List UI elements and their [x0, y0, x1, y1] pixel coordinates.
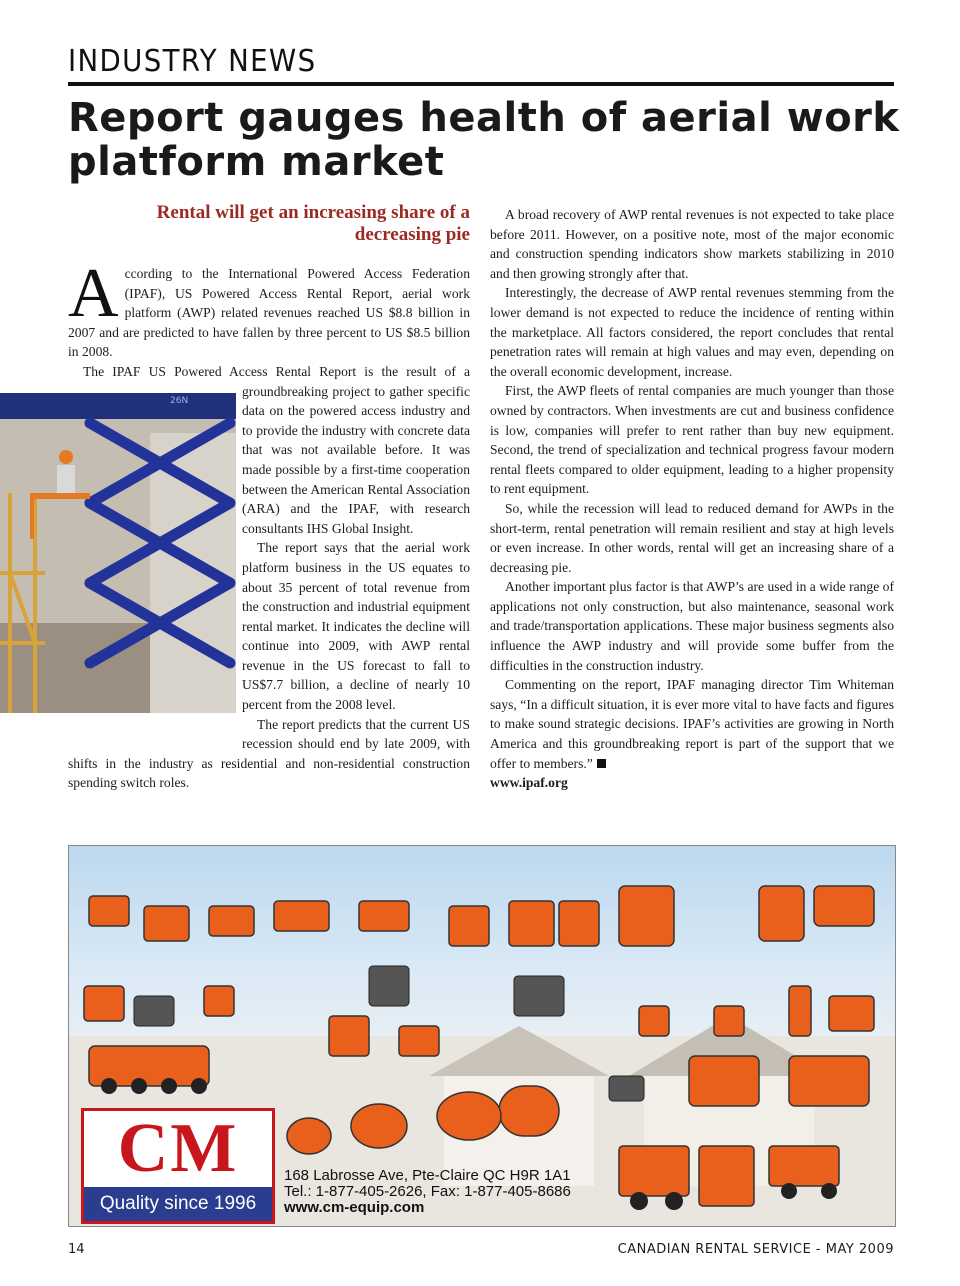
section-rule [68, 82, 894, 86]
cm-logo-text: CM [117, 1110, 239, 1187]
lift-label: 26N [170, 396, 189, 406]
drop-cap: A [68, 255, 119, 332]
publication-footer: CANADIAN RENTAL SERVICE - MAY 2009 [617, 1242, 894, 1257]
deck: Rental will get an increasing share of a decreasing pie [156, 202, 470, 245]
article-column-right [490, 205, 894, 793]
cm-tagline: Quality since 1996 [84, 1187, 272, 1221]
ad-website[interactable]: www.cm-equip.com [284, 1199, 425, 1216]
article-paragraph: Another important plus factor is that AWP’s are used in a wide range of applications not only construction, but also maintenance, seasonal work and trade/transportation applications. These major business segments also influence the AWP industry and will provide some buffer from the difficulties in the construction industry. [490, 579, 894, 673]
article-paragraph: The IPAF US Powered Access Rental Report is the result of a groundbreaking project to gather specific data on the powered access industry and to provide the industry with concrete data that was not available before. It was made possible by a first-time cooperation between the American Rental Association (ARA) and the IPAF, with research consultants IHS Global Insight. The report says that the aerial work platform business in the US equates to about 35 percent of total revenue from the construction and industrial equipment rental market. It indicates the decline will continue into 2009, with AWP rental revenue in the US forecast to fall to US$7.7 billion, a decline of nearly 10 percent from the 2008 level. [68, 362, 470, 715]
article-column-left [68, 255, 470, 834]
article-paragraph: Interestingly, the decrease of AWP rental revenues stemming from the lower demand is not expected to reduce the incidence of renting within the marketplace. All factors considered, the report concludes that rental penetration rates will remain at high values and may even, depending on the overall economic development, increase. [490, 285, 894, 379]
headline: Report gauges health of aerial work platform market [68, 95, 900, 185]
ad-address: 168 Labrosse Ave, Pte-Claire QC H9R 1A1 [284, 1167, 571, 1184]
ad-phone: Tel.: 1-877-405-2626, Fax: 1-877-405-8686 [284, 1183, 571, 1200]
photo-wrap-spacer [68, 413, 242, 743]
article-paragraph: The report predicts that the current US recession should end by late 2009, with shifts in the industry as residential and non-residential construction spending switch roles. [68, 716, 470, 791]
section-label: INDUSTRY NEWS [68, 44, 317, 79]
end-mark [597, 759, 606, 768]
page-number: 14 [68, 1242, 85, 1257]
ipaf-url[interactable]: www.ipaf.org [490, 775, 568, 791]
article-paragraph: The report says that the aerial work platform business in the US equates to about 35 percent of total revenue from the construction and industrial equipment rental market. It indicates the decline will continue into 2009, with AWP rental revenue in the US forecast to fall to US$7.7 billion, a decline of nearly 10 percent from the 2008 level. [242, 540, 470, 713]
cm-equipment-ad[interactable] [68, 845, 896, 1227]
article-paragraph: Commenting on the report, IPAF managing director Tim Whiteman says, “In a difficult situation, it is ever more vital to have facts and figures to make sound strategic decisions. IPAF’s activities are growing in North America and this groundbreaking report is part of the support that we offer to members.” [490, 677, 894, 771]
ad-contact-block [284, 1168, 571, 1216]
cm-logo [81, 1108, 275, 1224]
article-paragraph: A broad recovery of AWP rental revenues is not expected to take place before 2011. However, on a positive note, most of the major economic and construction spending indicators show markets stabilizing in 2010 and then growing strongly after that. [490, 207, 894, 281]
article-paragraph: So, while the recession will lead to reduced demand for AWPs in the short-term, rental penetration will remain resilient and stay at high levels or even increase. In other words, rental will get an increasing share of a decreasing pie. [490, 500, 894, 575]
article-paragraph: According to the International Powered Access Federation (IPAF), US Powered Access Rental Report, aerial work platform (AWP) related revenues reached US $8.8 billion in 2007 and are predicted to have fallen by three percent to US $8.5 billion in 2008. [68, 255, 470, 360]
article-paragraph: First, the AWP fleets of rental companies are much younger than those owned by contractors. When investments are cut and business confidence is low, companies will prefer to rent rather than buy new equipment. Second, the trend of specialization and technical progress favour modern rental fleets compared to older equipment, leading to a higher propensity to rent equipment. [490, 383, 894, 497]
